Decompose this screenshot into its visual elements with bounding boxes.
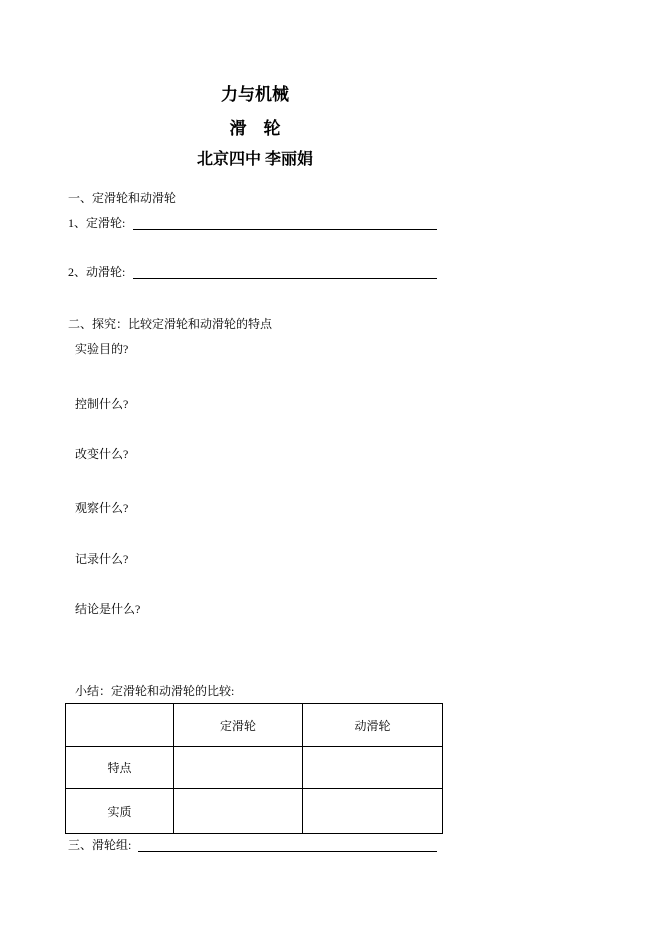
movable-pulley-fill-in-blank (133, 278, 437, 279)
section-one-heading: 一、定滑轮和动滑轮 (68, 191, 177, 205)
table-cell-empty (174, 747, 303, 789)
table-row (66, 747, 443, 789)
fixed-pulley-label: 1、定滑轮: (68, 216, 126, 230)
row-label-features: 特点 (66, 747, 174, 789)
question-line: 控制什么? (75, 397, 129, 411)
question-line: 记录什么? (75, 552, 129, 566)
movable-pulley-label: 2、动滑轮: (68, 265, 126, 279)
question-line: 结论是什么? (75, 602, 141, 616)
pulley-group-fill-in-blank (138, 851, 437, 852)
doc-subtitle: 滑 轮 (229, 119, 281, 138)
table-row (66, 789, 443, 834)
fixed-pulley-fill-in-blank (133, 229, 437, 230)
section-three-heading: 三、滑轮组: (68, 838, 132, 852)
question-line: 改变什么? (75, 447, 129, 461)
summary-label: 小结：定滑轮和动滑轮的比较: (75, 684, 235, 698)
doc-author: 北京四中 李丽娟 (196, 151, 313, 168)
doc-title: 力与机械 (221, 85, 289, 104)
table-header-row (66, 704, 443, 747)
table-cell-empty (303, 747, 443, 789)
row-label-essence: 实质 (66, 789, 174, 834)
table-cell-empty (66, 704, 174, 747)
table-header-movable-pulley: 动滑轮 (303, 704, 443, 747)
table-header-fixed-pulley: 定滑轮 (174, 704, 303, 747)
table-cell-empty (174, 789, 303, 834)
question-line: 实验目的? (75, 342, 129, 356)
table-cell-empty (303, 789, 443, 834)
section-two-heading: 二、探究：比较定滑轮和动滑轮的特点 (68, 317, 273, 331)
question-line: 观察什么? (75, 501, 129, 515)
comparison-table (65, 703, 443, 834)
